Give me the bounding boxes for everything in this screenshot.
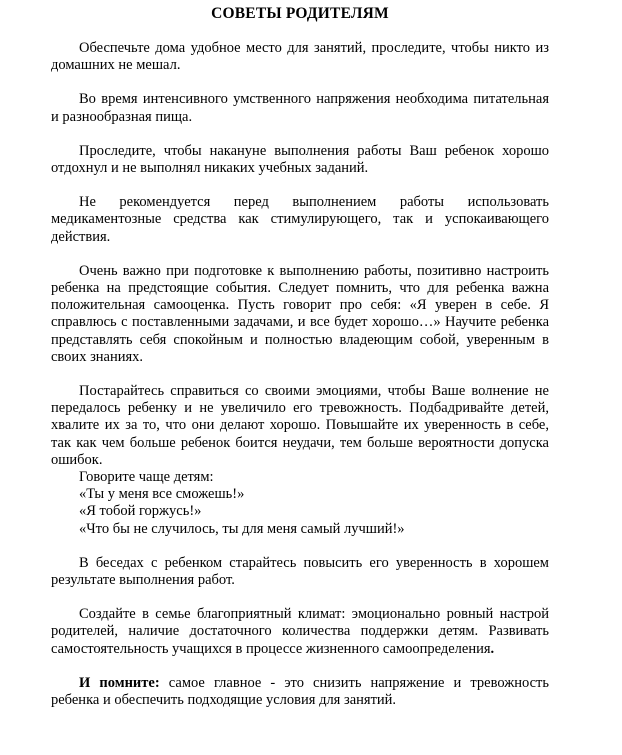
phrase-item: «Я тобой горжусь!» xyxy=(79,503,202,520)
paragraph-nutrition: Во время интенсивного умственного напряжения необходима питательная и разнообразная пища. xyxy=(51,91,549,125)
phrase-item: «Ты у меня все сможешь!» xyxy=(79,486,245,503)
paragraph-rest: Проследите, чтобы накануне выполнения работы Ваш ребенок хорошо отдохнул и не выполнял никаких учебных заданий. xyxy=(51,142,549,177)
family-climate-period: . xyxy=(490,640,495,657)
paragraph-positive-attitude: Очень важно при подготовке к выполнению работы, позитивно настроить ребенка на предстоящие события. Следует помнить, что для ребенка важна положительная самооценка. Пусть говорит про себя: «Я уверен в себе. Я справлюсь с поставленными задачами, и все будет хорошо…» Научите ребенка представлять себя спокойным и полностью владеющим собой, уверенным в своих знаниях. xyxy=(51,262,549,365)
phrase-item: «Что бы не случилось, ты для меня самый лучший!» xyxy=(79,520,405,537)
closing-lead: И помните: xyxy=(79,674,160,691)
document-page xyxy=(51,5,549,726)
paragraph-emotions: Постарайтесь справиться со своими эмоциями, чтобы Ваше волнение не передалось ребенку и не увеличило его тревожность. Подбадривайте детей, хвалите их за то, что они делают хорошо. Повышайте их уверенность в себе, так как чем больше ребенок боится неудачи, тем больше вероятности допуска ошибок. xyxy=(51,383,549,468)
page-title: СОВЕТЫ РОДИТЕЛЯМ xyxy=(211,5,389,22)
paragraph-medication: Не рекомендуется перед выполнением работы использовать медикаментозные средства как стимулирующего, так и успокаивающего действия. xyxy=(51,194,549,245)
paragraph-conversations: В беседах с ребенком старайтесь повысить его уверенность в хорошем результате выполнения работ. xyxy=(51,554,549,589)
paragraph-closing xyxy=(51,675,549,709)
closing-text: самое главное - это снизить напряжение и тревожность ребенка и обеспечить подходящие условия для занятий. xyxy=(51,674,549,709)
paragraph-workplace: Обеспечьте дома удобное место для занятий, проследите, чтобы никто из домашних не мешал. xyxy=(51,40,549,74)
paragraph-family-climate xyxy=(51,606,549,658)
family-climate-text: Создайте в семье благоприятный климат: эмоционально ровный настрой родителей, наличие достаточного количества поддержки детям. Развивать самостоятельность учащихся в процессе жизненного самоопределения xyxy=(51,606,549,657)
phrases-intro: Говорите чаще детям: xyxy=(79,469,214,486)
